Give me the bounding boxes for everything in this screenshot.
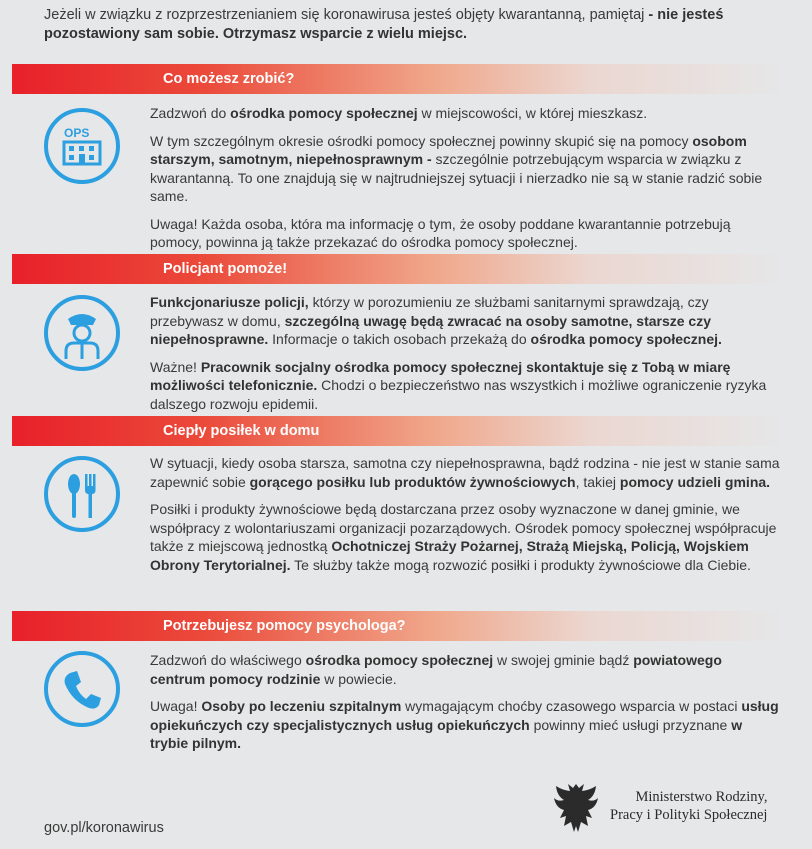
section-banner bbox=[12, 64, 784, 94]
section-content bbox=[150, 104, 780, 261]
section-content bbox=[150, 651, 780, 762]
ministry-name: Ministerstwo Rodziny, Pracy i Polityki Społecznej bbox=[610, 789, 768, 823]
paragraph: Zadzwoń do ośrodka pomocy społecznej w miejscowości, w której mieszkasz. bbox=[150, 105, 648, 121]
section-title: Policjant pomoże! bbox=[163, 261, 288, 277]
police-officer-icon bbox=[44, 295, 120, 371]
section-banner bbox=[12, 611, 784, 641]
section-title: Potrzebujesz pomocy psychologa? bbox=[163, 618, 406, 634]
section-title: Co możesz zrobić? bbox=[163, 71, 295, 87]
paragraph: W tym szczególnym okresie ośrodki pomocy społecznej powinny skupić się na pomocy osobom starszym, samotnym, niepełnosprawnym - szczególnie potrzebującym wsparcia w związku z kwarantanną. To one znajdują się w najtrudniejszej sytuacji i nierzadko nie są w stanie radzić sobie same. bbox=[150, 132, 763, 204]
footer-url: gov.pl/koronawirus bbox=[44, 820, 164, 836]
ops-building-icon bbox=[44, 108, 120, 184]
phone-icon bbox=[44, 651, 120, 727]
section-banner bbox=[12, 416, 784, 446]
section-banner bbox=[12, 254, 784, 284]
paragraph: Uwaga! Osoby po leczeniu szpitalnym wymagającym choćby czasowego wsparcia w postaci usług opiekuńczych czy specjalistycznych usług opiekuńczych powinny mieć usługi przyznane w trybie pilnym. bbox=[150, 698, 779, 751]
paragraph: Posiłki i produkty żywnościowe będą dostarczana przez osoby wyznaczone w danej gminie, we współpracy z wolontariuszami organizacji pozarządowych. Ośrodek pomocy społecznej współpracuje także z miejscową jednostką Ochotniczej Straży Pożarnej, Strażą Miejską, Policją, Wojskiem Obrony Terytorialnej. Te służby także mogą rozwozić posiłki i produkty żywnościowe dla Ciebie. bbox=[150, 501, 777, 573]
paragraph: Funkcjonariusze policji, którzy w porozumieniu ze służbami sanitarnymi sprawdzają, czy przebywasz w domu, szczególną uwagę będą zwracać na osoby samotne, starsze czy niepełnosprawne. Informacje o takich osobach przekażą do ośrodka pomocy społecznej. bbox=[150, 294, 722, 347]
svg-text:OPS: OPS bbox=[64, 126, 90, 140]
paragraph: W sytuacji, kiedy osoba starsza, samotna czy niepełnosprawna, bądź rodzina - nie jest w stanie sama zapewnić sobie gorącego posiłku lub produktów żywnościowych, takiej pomocy udzieli gmina. bbox=[150, 455, 780, 490]
spoon-fork-icon bbox=[44, 456, 120, 532]
paragraph: Zadzwoń do właściwego ośrodka pomocy społecznej w swojej gminie bądź powiatowego centrum pomocy rodzinie w powiecie. bbox=[150, 652, 722, 687]
polish-eagle-emblem-icon bbox=[548, 778, 604, 838]
section-content bbox=[150, 293, 780, 422]
section-content bbox=[150, 454, 780, 583]
ministry-logo bbox=[548, 778, 788, 838]
paragraph: Uwaga! Każda osoba, która ma informację o tym, że osoby poddane kwarantannie potrzebują pomocy, powinna ją także przekazać do ośrodka pomocy społecznej. bbox=[150, 215, 731, 250]
paragraph: Ważne! Pracownik socjalny ośrodka pomocy społecznej skontaktuje się z Tobą w miarę możliwości telefonicznie. Chodzi o bezpieczeństwo nas wszystkich i możliwe ograniczenie ryzyka dalszego rozwoju epidemii. bbox=[150, 358, 767, 412]
section-title: Ciepły posiłek w domu bbox=[163, 423, 320, 439]
intro-text: Jeżeli w związku z rozprzestrzenianiem się koronawirusa jesteś objęty kwarantanną, pamiętaj - nie jesteś pozostawiony sam sobie. Otrzymasz wsparcie z wielu miejsc. bbox=[44, 7, 724, 42]
